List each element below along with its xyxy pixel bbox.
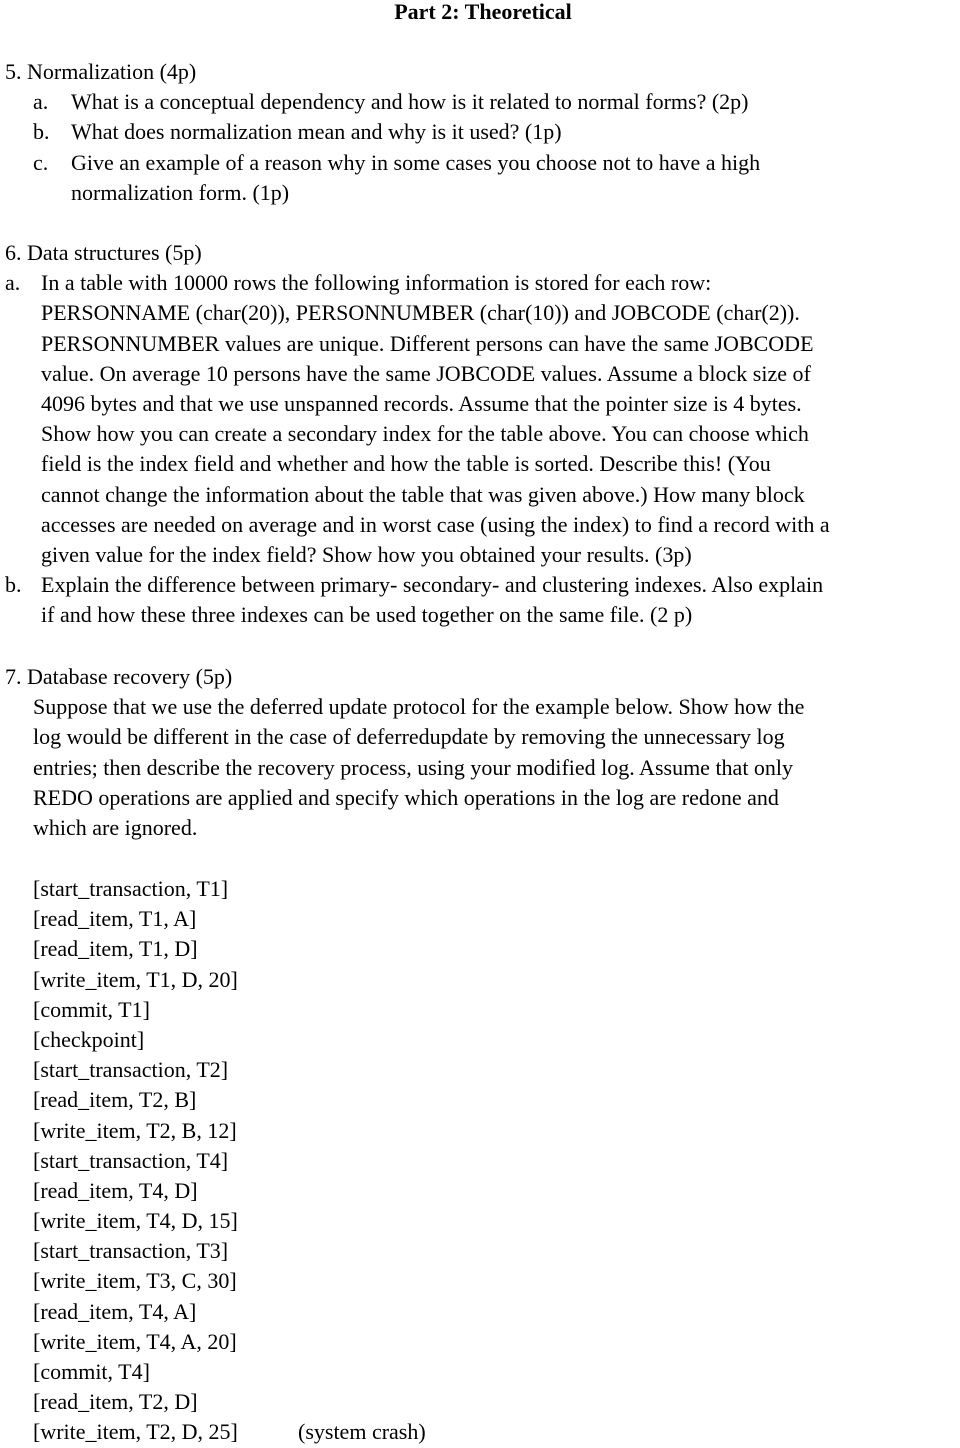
item-text: field is the index field and whether and how the table is sorted. Describe this! (You (41, 451, 771, 477)
log-entry: [read_item, T2, B] (33, 1087, 197, 1113)
question-6a-line (0, 298, 960, 328)
log-entry: [write_item, T2, D, 25] (33, 1419, 238, 1445)
item-label: b. (33, 119, 50, 145)
item-indent (0, 298, 41, 328)
log-entry: [read_item, T4, D] (33, 1177, 198, 1203)
log-entry: [commit, T1] (33, 996, 150, 1022)
question-6b-line (0, 600, 960, 630)
item-indent (0, 419, 41, 449)
log-entry: [write_item, T2, B, 12] (33, 1117, 237, 1143)
item-text: What is a conceptual dependency and how is it related to normal forms? (2p) (71, 89, 749, 115)
question-5b (0, 117, 960, 147)
item-text: What does normalization mean and why is it used? (1p) (71, 119, 562, 145)
log-entry: [read_item, T1, D] (33, 936, 198, 962)
crash-note: (system crash) (298, 1419, 426, 1445)
log-entry: [checkpoint] (33, 1026, 145, 1052)
question-6a-line (0, 449, 960, 479)
question-7-text-line: Suppose that we use the deferred update protocol for the example below. Show how the (33, 694, 805, 720)
item-text: value. On average 10 persons have the same JOBCODE values. Assume a block size of (41, 360, 811, 386)
item-text: Explain the difference between primary- secondary- and clustering indexes. Also explain (41, 572, 824, 598)
question-6a-line (0, 389, 960, 419)
question-6a-line (0, 480, 960, 510)
question-6a-line (0, 359, 960, 389)
item-text: if and how these three indexes can be used together on the same file. (2 p) (41, 602, 693, 628)
log-entry: [start_transaction, T3] (33, 1238, 229, 1264)
question-6-heading: 6. Data structures (5p) (5, 240, 202, 265)
item-indent (0, 178, 71, 208)
item-text: PERSONNUMBER values are unique. Different persons can have the same JOBCODE (41, 330, 814, 356)
item-text: cannot change the information about the table that was given above.) How many block (41, 481, 805, 507)
item-text: 4096 bytes and that we use unspanned records. Assume that the pointer size is 4 bytes. (41, 390, 802, 416)
item-label: c. (33, 149, 49, 175)
item-indent (0, 359, 41, 389)
question-6a-line (0, 329, 960, 359)
page-title: Part 2: Theoretical (394, 0, 572, 24)
item-text: Give an example of a reason why in some cases you choose not to have a high (71, 149, 761, 175)
item-label: a. (5, 270, 21, 296)
item-indent (0, 389, 41, 419)
log-entry: [read_item, T1, A] (33, 906, 197, 932)
item-indent (0, 329, 41, 359)
log-entry: [write_item, T3, C, 30] (33, 1268, 237, 1294)
question-5 (0, 57, 960, 208)
question-7-text-line: log would be different in the case of deferredupdate by removing the unnecessary log (33, 724, 785, 750)
question-7 (0, 662, 960, 843)
question-6 (0, 238, 960, 630)
question-5c-continued (0, 178, 960, 208)
question-6a-line (0, 540, 960, 570)
question-7-text-line: which are ignored. (33, 814, 198, 840)
item-text: PERSONNAME (char(20)), PERSONNUMBER (char(10)) and JOBCODE (char(2)). (41, 300, 800, 326)
item-indent (0, 600, 41, 630)
item-text: Show how you can create a secondary index for the table above. You can choose which (41, 421, 809, 447)
item-indent (0, 449, 41, 479)
question-6a (0, 268, 960, 298)
question-7-heading: 7. Database recovery (5p) (5, 664, 233, 689)
item-text: normalization form. (1p) (71, 179, 290, 205)
question-5-heading: 5. Normalization (4p) (5, 59, 197, 84)
log-entry: [commit, T4] (33, 1359, 150, 1384)
question-5a (0, 87, 960, 117)
item-indent (0, 510, 41, 540)
question-6a-line (0, 510, 960, 540)
log-entry: [read_item, T4, A] (33, 1298, 197, 1324)
question-6a-line (0, 419, 960, 449)
log-entry: [write_item, T1, D, 20] (33, 966, 238, 992)
question-7-text-line: REDO operations are applied and specify which operations in the log are redone and (33, 784, 779, 810)
item-text: accesses are needed on average and in worst case (using the index) to find a record with a (41, 511, 830, 537)
log-entry: [write_item, T4, D, 15] (33, 1208, 238, 1234)
question-6b (0, 570, 960, 600)
item-text: In a table with 10000 rows the following information is stored for each row: (41, 270, 712, 296)
log-entry: [start_transaction, T4] (33, 1147, 229, 1173)
question-5c (0, 148, 960, 178)
item-indent (0, 480, 41, 510)
log-entry: [read_item, T2, D] (33, 1389, 198, 1415)
item-label: a. (33, 89, 49, 115)
log-entry: [start_transaction, T2] (33, 1057, 229, 1083)
question-7-text-line: entries; then describe the recovery process, using your modified log. Assume that only (33, 754, 794, 780)
item-indent (0, 540, 41, 570)
transaction-log (33, 874, 426, 1448)
log-entry-last (33, 1417, 426, 1447)
item-label: b. (5, 572, 22, 598)
item-text: given value for the index field? Show how you obtained your results. (3p) (41, 541, 692, 567)
log-entry: [write_item, T4, A, 20] (33, 1328, 237, 1354)
log-entry: [start_transaction, T1] (33, 876, 229, 901)
